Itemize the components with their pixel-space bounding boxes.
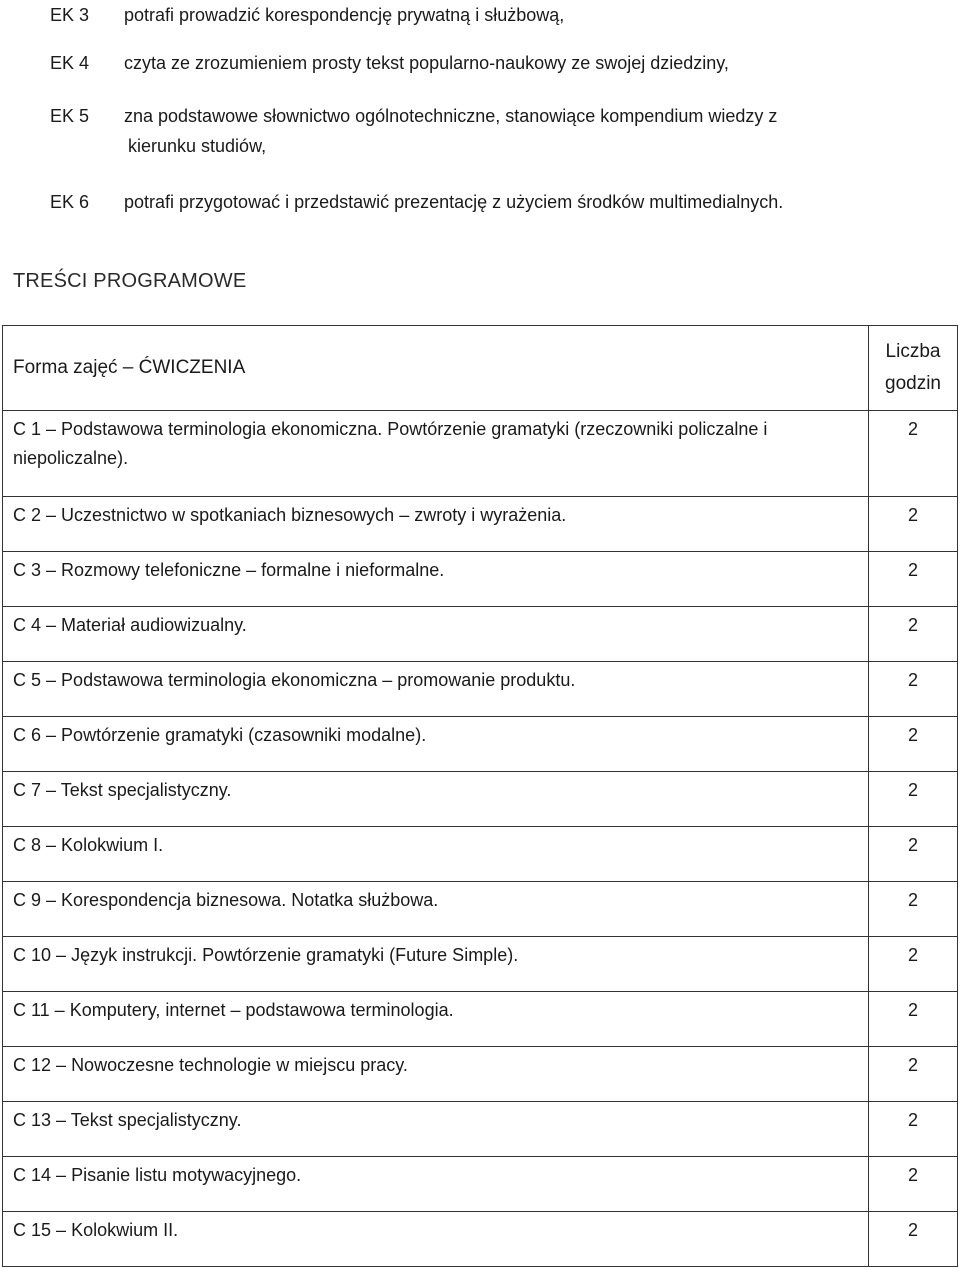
row-topic: Pisanie listu motywacyjnego. [71,1165,302,1185]
list-item [50,187,930,217]
row-number: C 8 – [13,835,57,855]
ek-text: zna podstawowe słownictwo ogólnotechniczne, stanowiące kompendium wiedzy z [124,106,778,126]
ek-code: EK 6 [50,192,90,212]
header-forma: Forma zajęć – ĆWICZENIA [3,326,869,411]
table-row [3,1102,958,1157]
list-item [50,101,930,161]
ek-text: czyta ze zrozumieniem prosty tekst popularno-naukowy ze swojej dziedziny, [124,53,729,73]
table-row [3,497,958,552]
table-header-row [3,326,958,411]
row-hours: 2 [869,1157,958,1212]
row-topic: Rozmowy telefoniczne – formalne i nieformalne. [61,560,445,580]
header-godzin: godzin [885,373,941,394]
row-topic: Nowoczesne technologie w miejscu pracy. [71,1055,408,1075]
table-row [3,552,958,607]
ek-code: EK 3 [50,5,90,25]
row-hours: 2 [869,497,958,552]
row-hours: 2 [869,882,958,937]
ek-code: EK 4 [50,53,90,73]
row-topic: Język instrukcji. Powtórzenie gramatyki (Future Simple). [71,945,519,965]
table-row [3,1047,958,1102]
row-hours: 2 [869,552,958,607]
row-number: C 3 – [13,560,57,580]
header-hours [869,326,958,411]
row-hours: 2 [869,717,958,772]
row-hours: 2 [869,1102,958,1157]
row-number: C 1 – [13,419,57,439]
table-row [3,607,958,662]
row-hours: 2 [869,772,958,827]
row-hours: 2 [869,992,958,1047]
ek-code: EK 5 [50,106,90,126]
row-hours: 2 [869,937,958,992]
row-hours: 2 [869,827,958,882]
table-row [3,411,958,497]
row-topic: Korespondencja biznesowa. Notatka służbowa. [61,890,439,910]
row-hours: 2 [869,1212,958,1267]
ek-text: potrafi prowadzić korespondencję prywatną i służbową, [124,5,565,25]
table-row [3,827,958,882]
row-hours: 2 [869,1047,958,1102]
row-hours: 2 [869,662,958,717]
row-topic: Uczestnictwo w spotkaniach biznesowych – zwroty i wyrażenia. [61,505,567,525]
table-row [3,882,958,937]
row-number: C 7 – [13,780,57,800]
row-topic: Tekst specjalistyczny. [70,1110,242,1130]
table-row [3,772,958,827]
row-topic: Materiał audiowizualny. [61,615,247,635]
row-topic: Podstawowa terminologia ekonomiczna – promowanie produktu. [61,670,576,690]
row-topic: Podstawowa terminologia ekonomiczna. Powtórzenie gramatyki (rzeczowniki policzalne i niepoliczalne). [13,419,768,468]
row-number: C 9 – [13,890,57,910]
row-topic: Tekst specjalistyczny. [60,780,232,800]
table-row [3,1157,958,1212]
row-number: C 12 – [13,1055,67,1075]
row-number: C 11 – [13,1000,65,1020]
ek-text-continuation: kierunku studiów, [128,136,267,156]
table-row [3,717,958,772]
row-number: C 14 – [13,1165,67,1185]
program-table [2,325,958,1267]
row-number: C 2 – [13,505,57,525]
row-number: C 10 – [13,945,67,965]
row-topic: Kolokwium II. [71,1220,179,1240]
row-topic: Kolokwium I. [61,835,164,855]
row-topic: Komputery, internet – podstawowa terminologia. [69,1000,454,1020]
header-liczba: Liczba [885,341,941,362]
table-row [3,992,958,1047]
row-number: C 4 – [13,615,57,635]
row-number: C 5 – [13,670,57,690]
ek-text: potrafi przygotować i przedstawić prezentację z użyciem środków multimedialnych. [124,192,784,212]
row-hours: 2 [869,411,958,497]
table-row [3,937,958,992]
table-row [3,662,958,717]
row-number: C 13 – [13,1110,67,1130]
row-hours: 2 [869,607,958,662]
table-row [3,1212,958,1267]
row-topic: Powtórzenie gramatyki (czasowniki modalne). [61,725,427,745]
list-item [50,48,930,78]
row-number: C 15 – [13,1220,67,1240]
section-title: TREŚCI PROGRAMOWE [13,270,247,292]
list-item [50,0,930,30]
row-number: C 6 – [13,725,57,745]
